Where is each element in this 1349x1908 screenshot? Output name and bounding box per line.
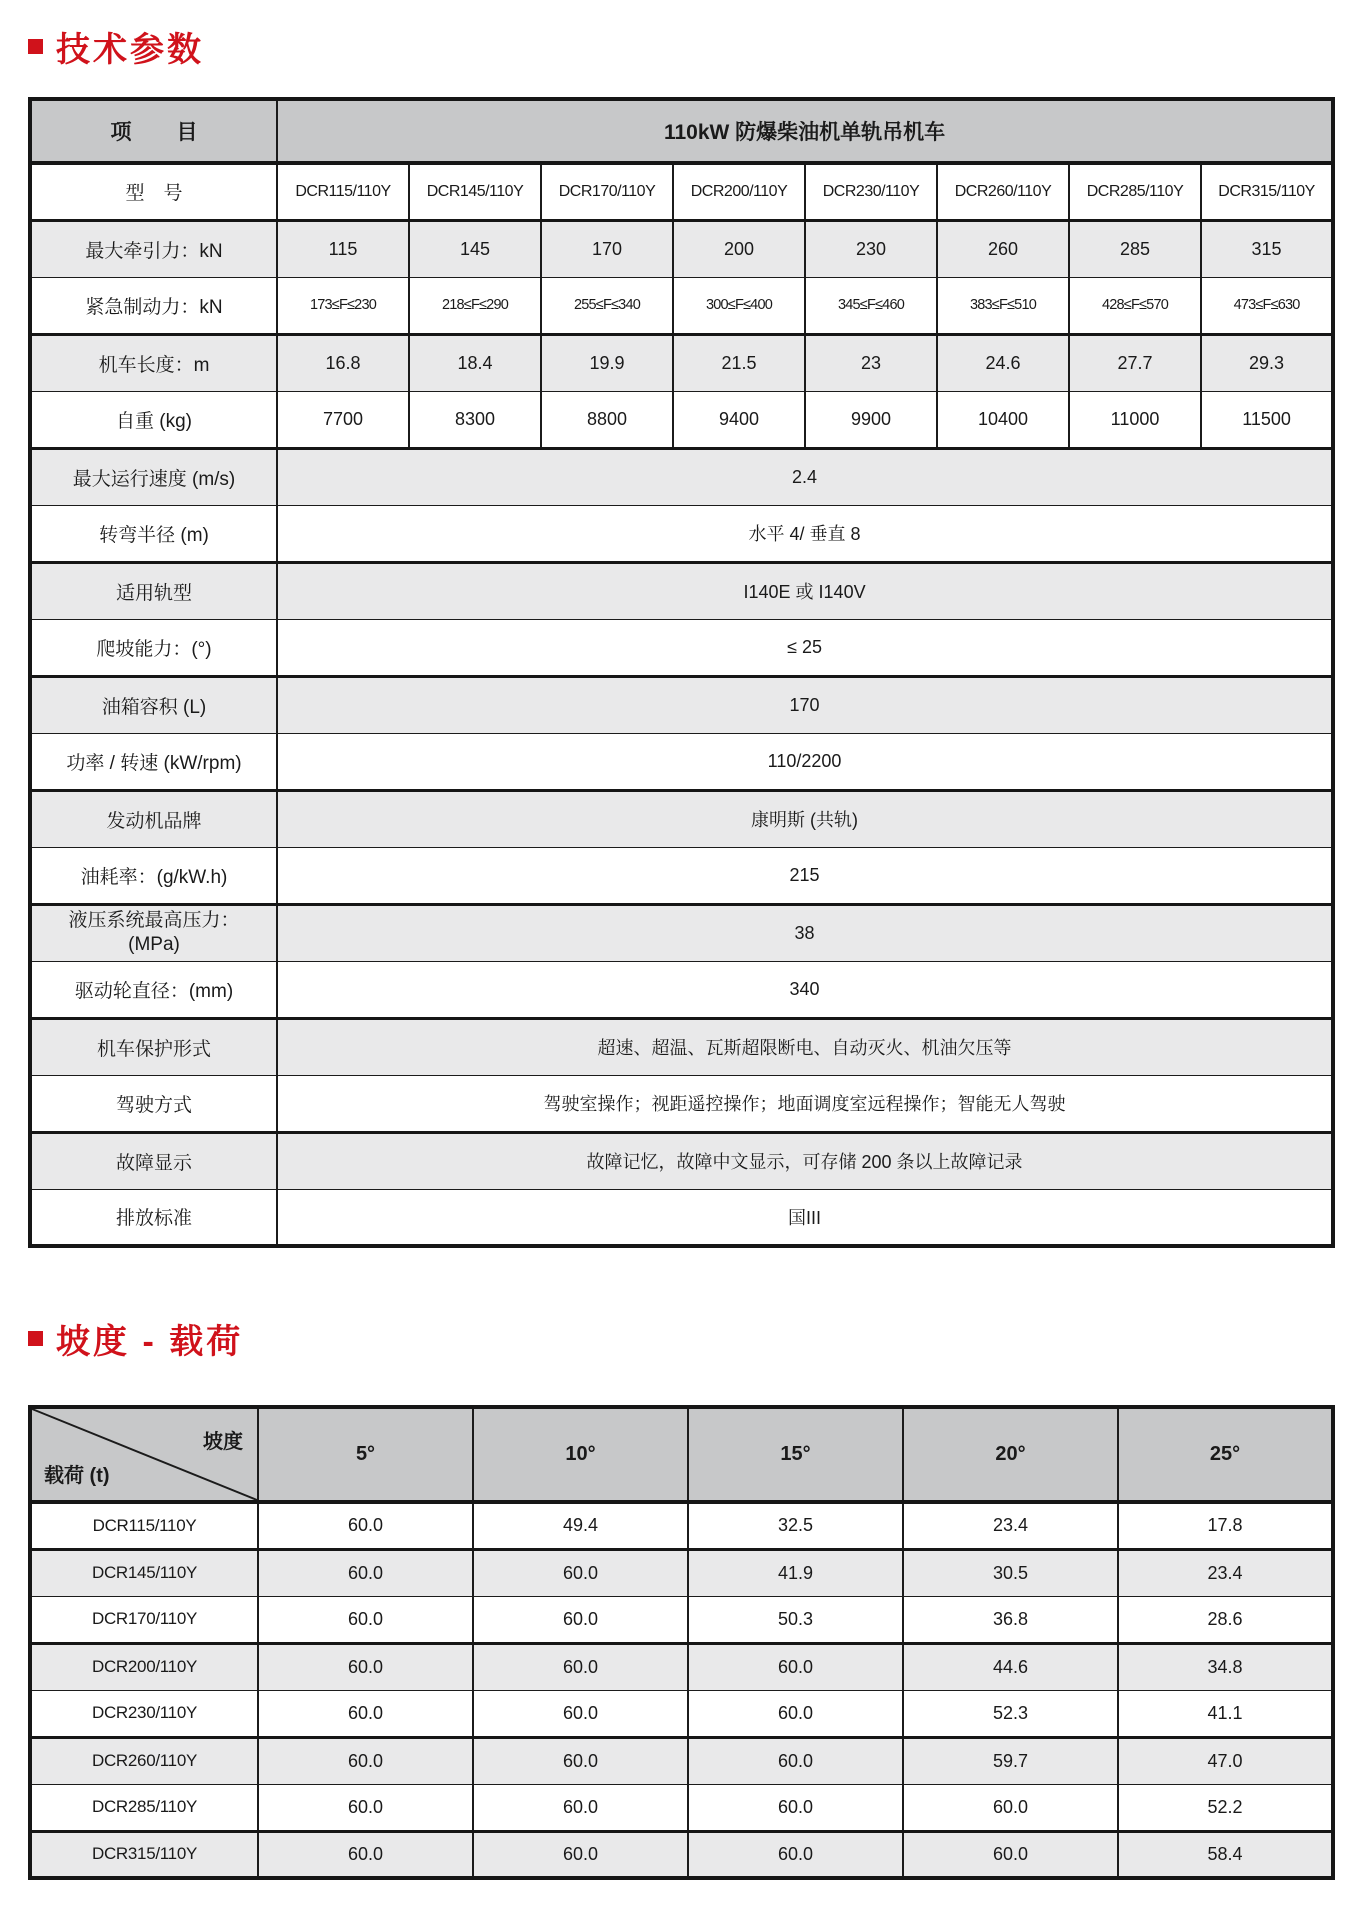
load-value-cell: 60.0 bbox=[473, 1831, 688, 1878]
spec-row-label-text-line2: (MPa) bbox=[128, 934, 180, 955]
spec-value-cell: 428≤F≤570 bbox=[1069, 277, 1201, 334]
spec-merged-value-cell: 水平 4/ 垂直 8 bbox=[277, 505, 1333, 562]
grade-load-table bbox=[28, 1405, 1335, 1880]
spec-merged-value-cell: 110/2200 bbox=[277, 733, 1333, 790]
spec-value-cell: 21.5 bbox=[673, 334, 805, 391]
spec-row-label bbox=[30, 904, 277, 961]
spec-row-label-text: 液压系统最高压力： bbox=[68, 910, 240, 932]
spec-value-cell: 383≤F≤510 bbox=[937, 277, 1069, 334]
load-value-cell: 60.0 bbox=[258, 1549, 473, 1596]
spec-row-label-text: 油耗率：(g/kW.h) bbox=[80, 866, 228, 888]
model-name-cell: DCR230/110Y bbox=[30, 1690, 258, 1737]
spec-row-label: 紧急制动力：kN bbox=[30, 277, 277, 334]
model-row bbox=[30, 163, 1333, 220]
spec-row-label-text: 爬坡能力：(°) bbox=[96, 638, 212, 660]
spec-merged-row bbox=[30, 733, 1333, 790]
spec-value-cell: 260 bbox=[937, 220, 1069, 277]
section-title-tech-params bbox=[28, 0, 1349, 71]
spec-merged-row bbox=[30, 505, 1333, 562]
spec-row-label-text: 驾驶方式 bbox=[115, 1094, 192, 1116]
spec-merged-row bbox=[30, 676, 1333, 733]
load-value-cell: 58.4 bbox=[1118, 1831, 1333, 1878]
diagonal-top-label: 坡度 bbox=[203, 1431, 243, 1453]
load-value-cell: 41.1 bbox=[1118, 1690, 1333, 1737]
spec-merged-value-cell: 170 bbox=[277, 676, 1333, 733]
load-value-cell: 30.5 bbox=[903, 1549, 1118, 1596]
spec-row-label bbox=[30, 1132, 277, 1189]
tech-params-table bbox=[28, 97, 1335, 1248]
model-name-cell: DCR115/110Y bbox=[30, 1502, 258, 1549]
load-value-cell: 60.0 bbox=[688, 1643, 903, 1690]
load-value-cell: 41.9 bbox=[688, 1549, 903, 1596]
spec-merged-value-cell: 驾驶室操作；视距遥控操作；地面调度室远程操作；智能无人驾驶 bbox=[277, 1075, 1333, 1132]
spec-row-label-text: 排放标准 bbox=[115, 1208, 192, 1230]
load-value-cell: 34.8 bbox=[1118, 1643, 1333, 1690]
red-square-bullet-icon bbox=[28, 39, 43, 54]
spec-value-cell: 18.4 bbox=[409, 334, 541, 391]
model-name-cell: DCR230/110Y bbox=[805, 163, 937, 220]
grade-load-row bbox=[30, 1737, 1333, 1784]
spec-row-label bbox=[30, 961, 277, 1018]
spec-value-cell: 170 bbox=[541, 220, 673, 277]
spec-merged-row bbox=[30, 1075, 1333, 1132]
load-value-cell: 28.6 bbox=[1118, 1596, 1333, 1643]
spec-merged-row bbox=[30, 1132, 1333, 1189]
spec-row-label: 机车长度：m bbox=[30, 334, 277, 391]
spec-merged-row bbox=[30, 448, 1333, 505]
spec-value-cell: 173≤F≤230 bbox=[277, 277, 409, 334]
diagonal-header-cell bbox=[30, 1407, 258, 1502]
spec-value-cell: 24.6 bbox=[937, 334, 1069, 391]
spec-value-cell: 7700 bbox=[277, 391, 409, 448]
spec-row-label bbox=[30, 790, 277, 847]
spec-merged-value-cell: I140E 或 I140V bbox=[277, 562, 1333, 619]
spec-row-label-text: 功率 / 转速 (kW/rpm) bbox=[66, 752, 242, 774]
spec-row-label-text: 机车保护形式 bbox=[96, 1038, 211, 1060]
load-value-cell: 60.0 bbox=[258, 1831, 473, 1878]
spec-merged-row bbox=[30, 961, 1333, 1018]
spec-row-label-text: 驱动轮直径：(mm) bbox=[74, 980, 234, 1002]
load-value-cell: 60.0 bbox=[473, 1643, 688, 1690]
spec-merged-value-cell: 故障记忆，故障中文显示，可存储 200 条以上故障记录 bbox=[277, 1132, 1333, 1189]
load-value-cell: 60.0 bbox=[473, 1737, 688, 1784]
grade-load-row bbox=[30, 1784, 1333, 1831]
model-name-cell: DCR115/110Y bbox=[277, 163, 409, 220]
spec-row-label-text: 故障显示 bbox=[115, 1152, 192, 1174]
spec-row-label-text: 发动机品牌 bbox=[106, 810, 202, 832]
spec-row-label: 自重 (kg) bbox=[30, 391, 277, 448]
spec-value-cell: 9900 bbox=[805, 391, 937, 448]
spec-row-label bbox=[30, 733, 277, 790]
spec-merged-row bbox=[30, 847, 1333, 904]
load-value-cell: 52.3 bbox=[903, 1690, 1118, 1737]
spec-value-cell: 230 bbox=[805, 220, 937, 277]
grade-load-header-row bbox=[30, 1407, 1333, 1502]
section-title-text: 技术参数 bbox=[56, 31, 204, 69]
grade-load-row bbox=[30, 1643, 1333, 1690]
model-name-cell: DCR145/110Y bbox=[409, 163, 541, 220]
spec-value-row bbox=[30, 391, 1333, 448]
spec-value-row bbox=[30, 277, 1333, 334]
load-value-cell: 23.4 bbox=[903, 1502, 1118, 1549]
spec-value-row bbox=[30, 334, 1333, 391]
load-value-cell: 60.0 bbox=[258, 1643, 473, 1690]
spec-row-label-text: 适用轨型 bbox=[115, 582, 192, 604]
section-title-grade-load bbox=[28, 1314, 1349, 1363]
grade-angle-header: 20° bbox=[903, 1407, 1118, 1502]
spec-merged-value-cell: 国III bbox=[277, 1189, 1333, 1246]
spec-value-cell: 255≤F≤340 bbox=[541, 277, 673, 334]
grade-load-row bbox=[30, 1596, 1333, 1643]
load-value-cell: 44.6 bbox=[903, 1643, 1118, 1690]
spec-row-label: 最大牵引力：kN bbox=[30, 220, 277, 277]
model-name-cell: DCR170/110Y bbox=[30, 1596, 258, 1643]
load-value-cell: 60.0 bbox=[688, 1784, 903, 1831]
spec-value-cell: 8800 bbox=[541, 391, 673, 448]
spec-merged-value-cell: 康明斯 (共轨) bbox=[277, 790, 1333, 847]
spec-value-cell: 145 bbox=[409, 220, 541, 277]
red-square-bullet-icon bbox=[28, 1331, 43, 1346]
model-name-cell: DCR200/110Y bbox=[673, 163, 805, 220]
spec-merged-row bbox=[30, 790, 1333, 847]
spec-value-cell: 8300 bbox=[409, 391, 541, 448]
grade-angle-header: 25° bbox=[1118, 1407, 1333, 1502]
spec-row-label bbox=[30, 448, 277, 505]
spec-row-label-text: 最大运行速度 (m/s) bbox=[72, 468, 236, 490]
product-series-header: 110kW 防爆柴油机单轨吊机车 bbox=[277, 99, 1333, 163]
spec-value-cell: 115 bbox=[277, 220, 409, 277]
grade-load-row bbox=[30, 1831, 1333, 1878]
grade-angle-header: 15° bbox=[688, 1407, 903, 1502]
load-value-cell: 60.0 bbox=[473, 1690, 688, 1737]
grade-angle-header: 5° bbox=[258, 1407, 473, 1502]
spec-merged-row bbox=[30, 562, 1333, 619]
model-name-cell: DCR285/110Y bbox=[1069, 163, 1201, 220]
spec-value-cell: 10400 bbox=[937, 391, 1069, 448]
spec-row-label bbox=[30, 562, 277, 619]
spec-row-label bbox=[30, 505, 277, 562]
spec-value-cell: 473≤F≤630 bbox=[1201, 277, 1333, 334]
load-value-cell: 60.0 bbox=[258, 1596, 473, 1643]
spec-value-row bbox=[30, 220, 1333, 277]
spec-row-label bbox=[30, 1018, 277, 1075]
spec-value-cell: 315 bbox=[1201, 220, 1333, 277]
spec-merged-value-cell: 超速、超温、瓦斯超限断电、自动灭火、机油欠压等 bbox=[277, 1018, 1333, 1075]
model-name-cell: DCR260/110Y bbox=[30, 1737, 258, 1784]
grade-load-row bbox=[30, 1502, 1333, 1549]
load-value-cell: 17.8 bbox=[1118, 1502, 1333, 1549]
section-title-text: 坡度 - 载荷 bbox=[56, 1323, 244, 1361]
load-value-cell: 23.4 bbox=[1118, 1549, 1333, 1596]
diagonal-bottom-label: 载荷 (t) bbox=[44, 1465, 110, 1487]
grade-load-row bbox=[30, 1549, 1333, 1596]
load-value-cell: 50.3 bbox=[688, 1596, 903, 1643]
load-value-cell: 60.0 bbox=[258, 1784, 473, 1831]
model-name-cell: DCR315/110Y bbox=[30, 1831, 258, 1878]
spec-value-cell: 200 bbox=[673, 220, 805, 277]
spec-value-cell: 19.9 bbox=[541, 334, 673, 391]
spec-row-label bbox=[30, 619, 277, 676]
load-value-cell: 49.4 bbox=[473, 1502, 688, 1549]
load-value-cell: 60.0 bbox=[473, 1596, 688, 1643]
spec-merged-value-cell: 2.4 bbox=[277, 448, 1333, 505]
spec-merged-value-cell: ≤ 25 bbox=[277, 619, 1333, 676]
spec-value-cell: 16.8 bbox=[277, 334, 409, 391]
corner-header-cell: 项 目 bbox=[30, 99, 277, 163]
spec-row-label bbox=[30, 847, 277, 904]
spec-row-label bbox=[30, 676, 277, 733]
load-value-cell: 60.0 bbox=[473, 1784, 688, 1831]
model-name-cell: DCR170/110Y bbox=[541, 163, 673, 220]
load-value-cell: 59.7 bbox=[903, 1737, 1118, 1784]
spec-value-cell: 300≤F≤400 bbox=[673, 277, 805, 334]
spec-merged-row bbox=[30, 1018, 1333, 1075]
spec-value-cell: 23 bbox=[805, 334, 937, 391]
spec-value-cell: 29.3 bbox=[1201, 334, 1333, 391]
model-name-cell: DCR200/110Y bbox=[30, 1643, 258, 1690]
tech-params-header-row bbox=[30, 99, 1333, 163]
spec-value-cell: 218≤F≤290 bbox=[409, 277, 541, 334]
spec-row-label-text: 转弯半径 (m) bbox=[99, 524, 209, 546]
spec-value-cell: 27.7 bbox=[1069, 334, 1201, 391]
model-name-cell: DCR315/110Y bbox=[1201, 163, 1333, 220]
load-value-cell: 52.2 bbox=[1118, 1784, 1333, 1831]
load-value-cell: 36.8 bbox=[903, 1596, 1118, 1643]
spec-row-label: 型 号 bbox=[30, 163, 277, 220]
load-value-cell: 32.5 bbox=[688, 1502, 903, 1549]
spec-value-cell: 11500 bbox=[1201, 391, 1333, 448]
spec-merged-value-cell: 340 bbox=[277, 961, 1333, 1018]
load-value-cell: 60.0 bbox=[688, 1690, 903, 1737]
spec-merged-row bbox=[30, 619, 1333, 676]
model-name-cell: DCR260/110Y bbox=[937, 163, 1069, 220]
load-value-cell: 60.0 bbox=[688, 1737, 903, 1784]
spec-value-cell: 345≤F≤460 bbox=[805, 277, 937, 334]
spec-merged-value-cell: 215 bbox=[277, 847, 1333, 904]
model-name-cell: DCR285/110Y bbox=[30, 1784, 258, 1831]
spec-row-label-text: 油箱容积 (L) bbox=[101, 696, 207, 718]
spec-merged-row bbox=[30, 1189, 1333, 1246]
grade-load-row bbox=[30, 1690, 1333, 1737]
spec-value-cell: 11000 bbox=[1069, 391, 1201, 448]
load-value-cell: 60.0 bbox=[688, 1831, 903, 1878]
load-value-cell: 60.0 bbox=[903, 1784, 1118, 1831]
load-value-cell: 47.0 bbox=[1118, 1737, 1333, 1784]
load-value-cell: 60.0 bbox=[258, 1737, 473, 1784]
spec-row-label bbox=[30, 1075, 277, 1132]
load-value-cell: 60.0 bbox=[258, 1502, 473, 1549]
spec-merged-row bbox=[30, 904, 1333, 961]
load-value-cell: 60.0 bbox=[473, 1549, 688, 1596]
spec-merged-value-cell: 38 bbox=[277, 904, 1333, 961]
spec-row-label bbox=[30, 1189, 277, 1246]
spec-value-cell: 285 bbox=[1069, 220, 1201, 277]
load-value-cell: 60.0 bbox=[903, 1831, 1118, 1878]
spec-value-cell: 9400 bbox=[673, 391, 805, 448]
load-value-cell: 60.0 bbox=[258, 1690, 473, 1737]
model-name-cell: DCR145/110Y bbox=[30, 1549, 258, 1596]
grade-angle-header: 10° bbox=[473, 1407, 688, 1502]
